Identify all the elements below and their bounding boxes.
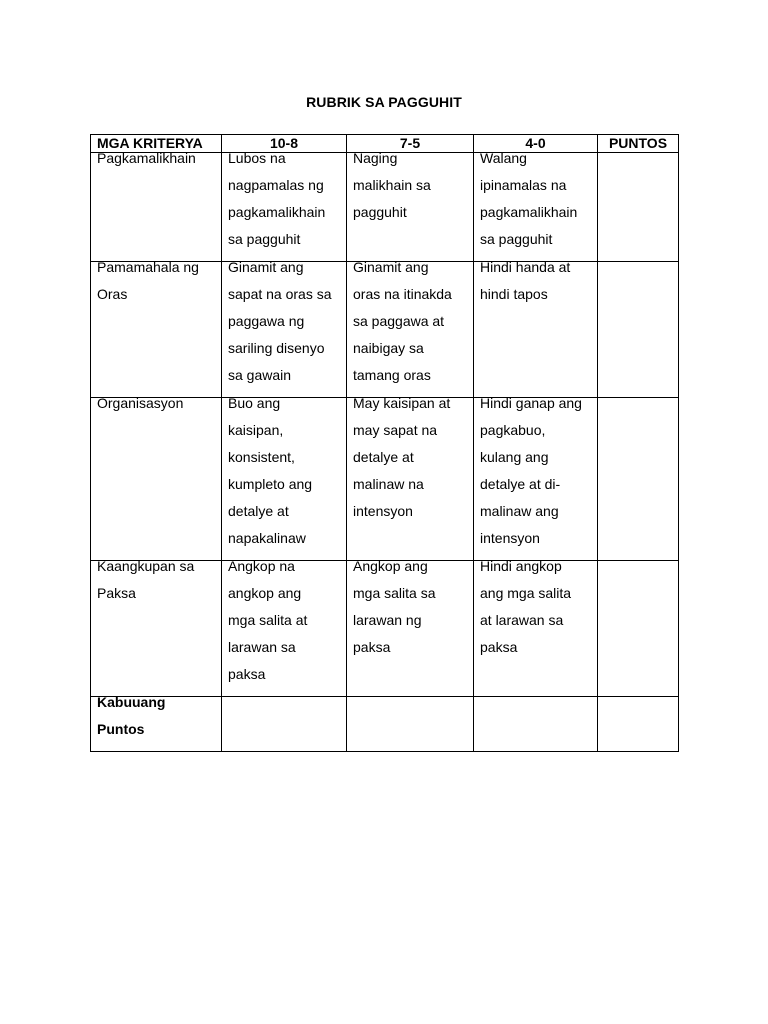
score-10-8-cell <box>222 150 347 262</box>
criteria-cell <box>91 558 222 697</box>
score-7-5-text: May kaisipan at may sapat na detalye at malinaw na intensyon <box>353 395 451 519</box>
score-7-5-cell <box>347 259 474 398</box>
score-4-0-cell <box>474 558 598 697</box>
puntos-cell <box>598 153 679 262</box>
score-10-8-cell <box>222 558 347 697</box>
document-title: RUBRIK SA PAGGUHIT <box>306 94 462 110</box>
table-row <box>91 153 679 262</box>
header-criteria: MGA KRITERYA <box>91 135 222 153</box>
score-7-5-cell <box>347 150 474 262</box>
criteria-text: Organisasyon <box>97 395 184 411</box>
total-label-cell <box>91 694 222 752</box>
score-4-0-cell <box>474 395 598 561</box>
puntos-cell <box>598 561 679 697</box>
score-4-0-text: Hindi ganap ang pagkabuo, kulang ang detalye at di- malinaw ang intensyon <box>480 395 582 546</box>
score-10-8-text: Ginamit ang sapat na oras sa paggawa ng sariling disenyo sa gawain <box>228 259 332 383</box>
total-score-7-5-cell <box>347 697 474 752</box>
total-score-10-8-cell <box>222 697 347 752</box>
score-4-0-text: Walang ipinamalas na pagkamalikhain sa pagguhit <box>480 150 578 247</box>
header-score-7-5: 7-5 <box>347 135 474 153</box>
table-row <box>91 262 679 398</box>
rubric-table <box>90 134 679 752</box>
table-row <box>91 561 679 697</box>
header-score-10-8: 10-8 <box>222 135 347 153</box>
score-7-5-text: Ginamit ang oras na itinakda sa paggawa at naibigay sa tamang oras <box>353 259 452 383</box>
header-puntos: PUNTOS <box>598 135 679 153</box>
score-10-8-text: Lubos na nagpamalas ng pagkamalikhain sa pagguhit <box>228 150 326 247</box>
criteria-text: Kaangkupan sa Paksa <box>97 558 195 601</box>
score-10-8-text: Angkop na angkop ang mga salita at larawan sa paksa <box>228 558 308 682</box>
score-7-5-cell <box>347 395 474 561</box>
total-row <box>91 697 679 752</box>
puntos-cell <box>598 398 679 561</box>
criteria-cell <box>91 259 222 398</box>
score-10-8-cell <box>222 259 347 398</box>
score-4-0-text: Hindi handa at hindi tapos <box>480 259 571 302</box>
score-4-0-text: Hindi angkop ang mga salita at larawan sa paksa <box>480 558 572 655</box>
score-10-8-cell <box>222 395 347 561</box>
header-score-4-0: 4-0 <box>474 135 598 153</box>
score-4-0-cell <box>474 150 598 262</box>
total-puntos-cell <box>598 697 679 752</box>
criteria-cell <box>91 150 222 262</box>
table-row <box>91 398 679 561</box>
criteria-text: Pagkamalikhain <box>97 150 196 166</box>
criteria-text: Pamamahala ng Oras <box>97 259 199 302</box>
puntos-cell <box>598 262 679 398</box>
total-score-4-0-cell <box>474 697 598 752</box>
score-7-5-cell <box>347 558 474 697</box>
total-label: Kabuuang Puntos <box>97 694 166 737</box>
score-7-5-text: Angkop ang mga salita sa larawan ng paksa <box>353 558 436 655</box>
score-10-8-text: Buo ang kaisipan, konsistent, kumpleto ang detalye at napakalinaw <box>228 395 313 546</box>
score-7-5-text: Naging malikhain sa pagguhit <box>353 150 431 220</box>
score-4-0-cell <box>474 259 598 398</box>
criteria-cell <box>91 395 222 561</box>
